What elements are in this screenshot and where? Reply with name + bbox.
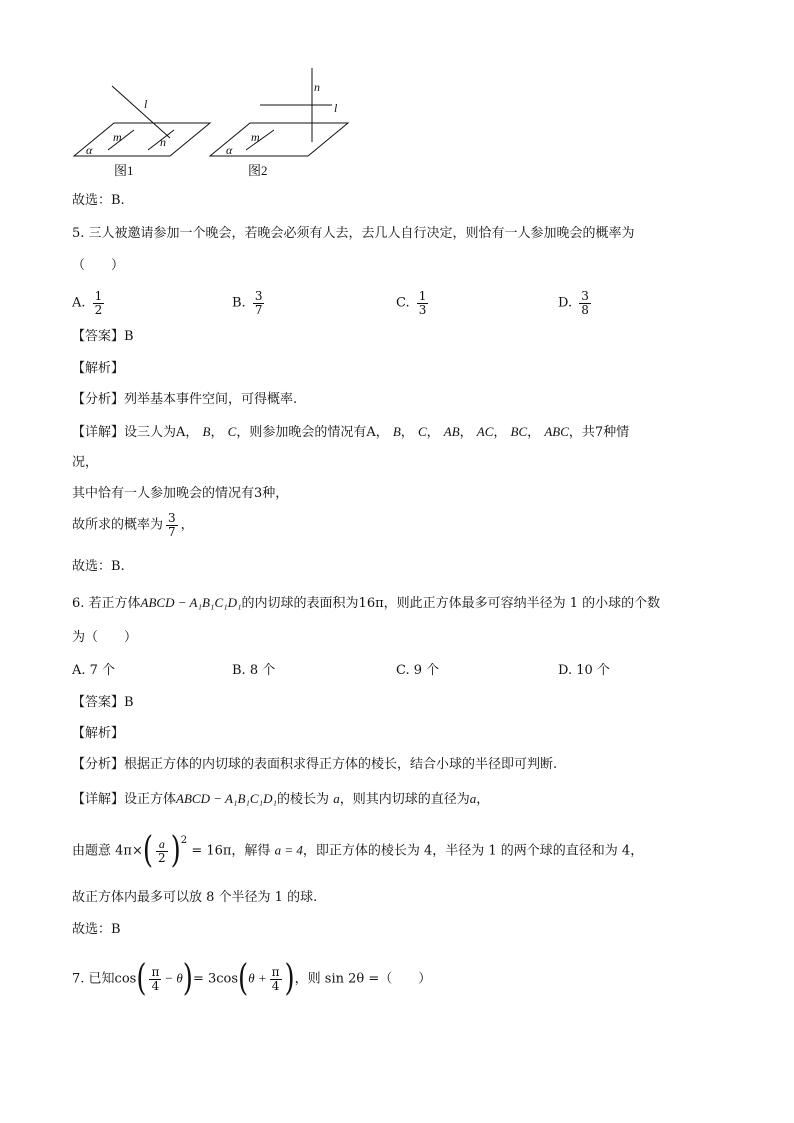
q5-result-den: 7	[168, 524, 176, 539]
q5-option-a-letter: A.	[72, 295, 86, 311]
q6-xiangjie-b: 的棱长为	[277, 792, 330, 807]
q7-frac-2-den: 4	[271, 978, 280, 993]
q5-answer-tag: 【答案】B	[72, 329, 134, 344]
q5-event-c-1: C	[227, 424, 237, 439]
fig2-label-n: n	[314, 80, 320, 94]
q6-fenxi-text: 根据正方体的内切球的表面积求得正方体的棱长，结合小球的半径即可判断.	[124, 757, 558, 772]
q6-left-paren: (	[142, 830, 153, 873]
q5-option-b-num: 3	[254, 289, 263, 303]
q6-xiangjie-c: ，则其内切球的直径为	[339, 792, 470, 807]
q5-xiangjie-tag: 【详解】	[72, 425, 125, 440]
q6-exponent: 2	[180, 835, 188, 847]
q6-fenxi	[72, 756, 557, 774]
q5-fenxi-tag: 【分析】	[72, 392, 125, 407]
fig2-label-m: m	[251, 130, 260, 144]
q6-xiangjie-line-2	[72, 830, 644, 873]
q7-cos1: cos	[114, 971, 137, 987]
q6-option-d: D. 10 个	[558, 663, 610, 678]
q6-line2-a: 由题意 4π×	[72, 843, 143, 859]
q5-event-c: C	[417, 424, 427, 439]
q5-xiangjie-line-1: 【详解】设三人为A， B， C，则参加晚会的情况有A， B， C， AB， AC， BC， ABC，共7种情	[72, 424, 630, 440]
q6-xiangjie-cube: ABCD − A₁B₁C₁D₁	[176, 791, 278, 806]
q5-blank: （ ）	[72, 258, 125, 273]
fig2-caption: 图2	[248, 163, 268, 178]
fig2-label-alpha: α	[226, 143, 233, 157]
q5-xiangjie-line-3: 其中恰有一人参加晚会的情况有3种，	[72, 486, 289, 501]
q7-paren-2-close: )	[284, 958, 295, 1001]
q7-frac-2	[270, 966, 282, 992]
q5-option-a	[72, 290, 107, 316]
q5-event-ac: AC	[476, 424, 494, 439]
q7-stem	[72, 958, 432, 1001]
figure-1	[74, 86, 210, 156]
fig1-label-m: m	[113, 130, 122, 144]
q5-option-c	[396, 290, 431, 316]
q5-event-bc: BC	[510, 424, 528, 439]
q6-xiangjie-line-3: 故正方体内最多可以放 8 个半径为 1 的球.	[72, 890, 318, 905]
q5-option-c-fraction	[417, 290, 429, 316]
q5-option-d-fraction	[579, 290, 591, 316]
q5-option-a-den: 2	[94, 302, 103, 317]
q7-paren-1-open: (	[136, 958, 147, 1001]
q6-frac	[156, 838, 168, 864]
q5-option-c-num: 1	[418, 289, 427, 303]
q5-option-d-letter: D.	[558, 295, 573, 311]
q5-option-b-den: 7	[254, 302, 263, 317]
q6-line2-c: a = 4	[274, 842, 303, 858]
q5-option-d-num: 3	[581, 289, 589, 303]
q5-fenxi	[72, 391, 297, 409]
q4-answer-line: 故选：B.	[72, 193, 125, 208]
q6-option-c: C. 9 个	[396, 663, 440, 678]
q5-event-b: B	[392, 424, 401, 439]
q7-frac-2-num: π	[271, 965, 280, 979]
q6-right-paren: )	[170, 830, 181, 873]
q6-var-a-1: a	[333, 791, 340, 806]
q5-stem: 5. 三人被邀请参加一个晚会，若晚会必须有人去，去几人自行决定，则恰有一人参加晚会的概率为	[72, 226, 635, 241]
q5-fenxi-text: 列举基本事件空间，可得概率.	[124, 392, 298, 407]
q6-analysis-tag: 【解析】	[72, 726, 125, 741]
fig1-caption: 图1	[114, 163, 134, 178]
q5-option-b-fraction	[253, 290, 265, 316]
q5-option-a-fraction	[93, 290, 105, 316]
q5-xiangjie-1a: 设三人为A，	[124, 425, 199, 440]
q6-frac-num: a	[156, 838, 168, 852]
q5-xiangjie-1c: ，共7种情	[568, 425, 630, 440]
q6-option-b: B. 8 个	[232, 663, 276, 678]
q5-result-tail: ，	[180, 517, 194, 533]
q5-option-c-den: 3	[418, 302, 427, 317]
q6-xiangjie-d: ，	[476, 792, 490, 807]
q5-option-d	[558, 290, 594, 316]
q7-frac-1-num: π	[151, 965, 160, 979]
q6-xiangjie-line-1	[72, 790, 489, 809]
q6-stem-line-1	[72, 594, 660, 613]
figure-1-plane	[74, 123, 210, 156]
q5-result-fraction	[166, 512, 178, 538]
q6-answer-line: 故选：B	[72, 922, 121, 937]
q5-option-d-den: 8	[581, 302, 589, 317]
q7-frac-1-den: 4	[151, 978, 160, 993]
q6-stem-a: 6. 若正方体	[72, 596, 141, 611]
q7-frac-1	[149, 966, 161, 992]
q6-line2-d: ，即正方体的棱长为 4，半径为 1 的两个球的直径和为 4，	[302, 843, 644, 859]
q5-answer-line: 故选：B.	[72, 559, 125, 574]
q6-option-a: A. 7 个	[72, 663, 116, 678]
q5-xiangjie-4: 故所求的概率为	[72, 517, 164, 533]
q6-xiangjie-tag: 【详解】	[72, 792, 125, 807]
q5-event-b-1: B	[202, 424, 211, 439]
q6-stem-line-2: 为（ ）	[72, 630, 138, 645]
q5-xiangjie-1b: ，则参加晚会的情况有A，	[236, 425, 389, 440]
fig1-label-n: n	[160, 135, 166, 149]
q5-option-c-letter: C.	[396, 295, 410, 311]
q5-xiangjie-line-2: 况，	[72, 455, 99, 470]
fig2-label-l: l	[334, 101, 338, 115]
q5-event-abc: ABC	[544, 424, 569, 439]
q6-cube-name: ABCD − A₁B₁C₁D₁	[140, 595, 242, 610]
q5-analysis-tag: 【解析】	[72, 361, 125, 376]
q5-result-num: 3	[168, 511, 176, 525]
q7-stem-a: 7. 已知	[72, 971, 115, 987]
q7-eq: = 3cos	[192, 971, 239, 987]
q6-var-a-2: a	[469, 791, 477, 806]
q6-answer-tag: 【答案】B	[72, 695, 134, 710]
q6-frac-den: 2	[158, 850, 166, 865]
q5-event-ab: AB	[443, 424, 460, 439]
q5-xiangjie-line-4	[72, 512, 194, 538]
q7-paren-1-close: )	[182, 958, 193, 1001]
q5-option-a-num: 1	[94, 289, 103, 303]
q7-minus-theta: − θ	[164, 970, 183, 986]
q6-fenxi-tag: 【分析】	[72, 757, 125, 772]
fig1-label-alpha: α	[86, 143, 93, 157]
q7-theta-plus: θ +	[248, 970, 267, 986]
q6-xiangjie-a: 设正方体	[124, 792, 177, 807]
q5-option-b-letter: B.	[232, 295, 246, 311]
q5-option-b	[232, 290, 267, 316]
q6-line2-b: = 16π，解得	[191, 843, 271, 859]
geometry-figures	[70, 62, 370, 182]
q6-stem-b: 的内切球的表面积为16π，则此正方体最多可容纳半径为 1 的小球的个数	[241, 596, 661, 611]
q7-tail: ，则 sin 2θ =（ ）	[294, 971, 432, 987]
q7-paren-2-open: (	[238, 958, 249, 1001]
fig1-label-l: l	[144, 97, 148, 111]
